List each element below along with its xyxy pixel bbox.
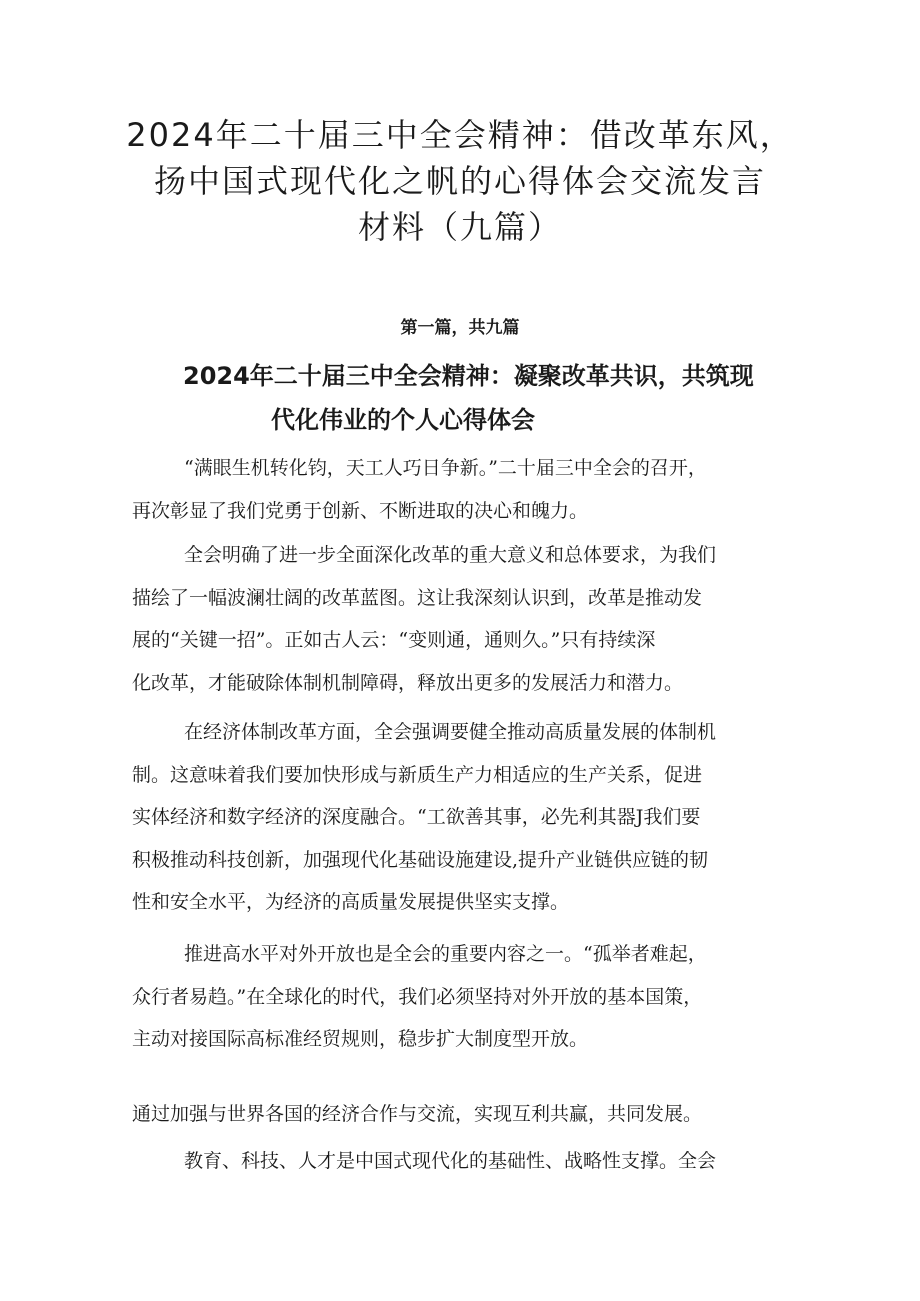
paragraph-line: 主动对接国际高标准经贸规则，稳步扩大制度型开放。 — [132, 1028, 589, 1050]
paragraph-line: 再次彰显了我们党勇于创新、不断进取的决心和魄力。 — [132, 499, 589, 522]
subtitle-line: 代化伟业的个人心得体会 — [271, 406, 535, 434]
paragraph-line: 教育、科技、人才是中国式现代化的基础性、战略性支撑。全会 — [184, 1150, 717, 1172]
paragraph-line: 制。这意味着我们要加快形成与新质生产力相适应的生产关系，促进 — [132, 763, 703, 786]
paragraph-line: 积极推动科技创新，加强现代化基础设施建设,提升产业链供应链的韧 — [132, 848, 709, 871]
body-paragraph — [132, 534, 812, 704]
body-paragraph — [132, 447, 812, 532]
section-label: 第一篇，共九篇 — [400, 318, 520, 338]
paragraph-line: 众行者易趋。”在全球化的时代，我们必须坚持对外开放的基本国策， — [132, 985, 703, 1008]
paragraph-line: 实体经济和数字经济的深度融合。“工欲善其事，必先利其器J我们要 — [132, 806, 701, 828]
title-line: 2024年二十届三中全会精神：借改革东风， — [126, 116, 794, 154]
body-paragraph — [132, 1093, 812, 1136]
document-title — [120, 112, 800, 250]
paragraph-line: 描绘了一幅波澜壮阔的改革蓝图。这让我深刻认识到，改革是推动发 — [132, 586, 703, 609]
paragraph-line: 推进高水平对外开放也是全会的重要内容之一。“孤举者难起， — [184, 943, 707, 965]
paragraph-line: 全会明确了进一步全面深化改革的重大意义和总体要求，为我们 — [184, 544, 717, 566]
paragraph-line: 化改革，才能破除体制机制障碍，释放出更多的发展活力和潜力。 — [132, 671, 684, 694]
paragraph-line: 展的“关键一招”。正如古人云：“变则通，通则久。”只有持续深 — [132, 629, 656, 651]
body-paragraph — [132, 933, 812, 1061]
title-line: 材料（九篇） — [357, 208, 562, 246]
subtitle-line: 2024年二十届三中全会精神：凝聚改革共识，共筑现 — [183, 362, 754, 390]
body-paragraph — [132, 711, 812, 924]
paragraph-line: “满眼生机转化钧，天工人巧日争新。”二十届三中全会的召开， — [184, 457, 707, 479]
paragraph-line: 性和安全水平，为经济的高质量发展提供坚实支撑。 — [132, 891, 570, 913]
article-subtitle — [183, 354, 823, 442]
paragraph-line: 通过加强与世界各国的经济合作与交流，实现互利共赢，共同发展。 — [132, 1103, 703, 1125]
paragraph-line: 在经济体制改革方面，全会强调要健全推动高质量发展的体制机 — [184, 721, 717, 743]
body-paragraph — [132, 1140, 812, 1183]
title-line: 扬中国式现代化之帆的心得体会交流发言 — [153, 162, 766, 200]
